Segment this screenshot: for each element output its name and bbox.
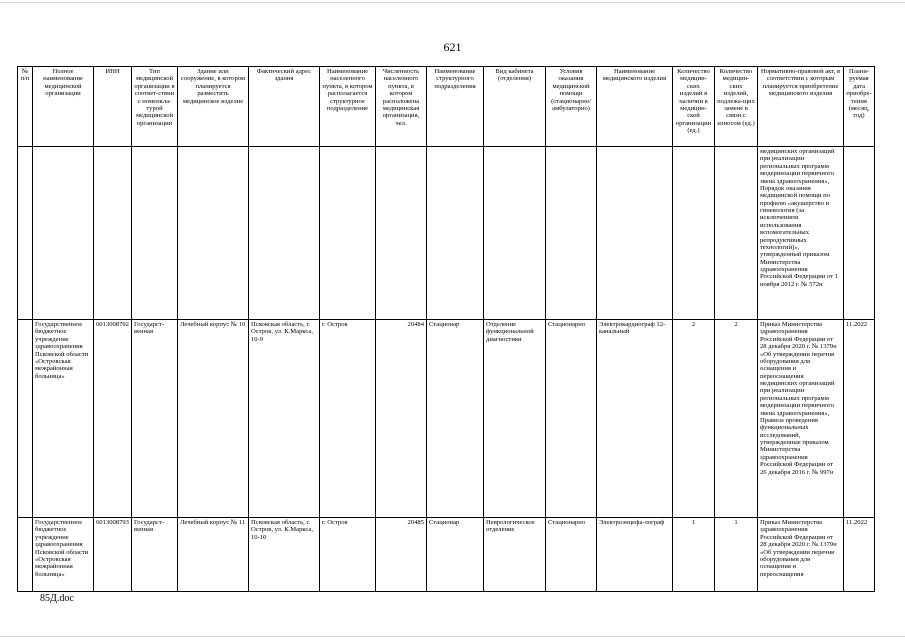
cell-population: 20484 — [376, 320, 427, 518]
cell-basis: Приказ Министерства здравоохранения Российской Федерации от 28 декабря 2020 г. № 1379н «Об утверждении перечня оборудования для оснащения и переоснащения — [758, 518, 844, 592]
cell-type — [132, 147, 178, 320]
cell-num — [18, 147, 33, 320]
footer-filename: 85Д.doc — [40, 593, 74, 604]
cell-num — [18, 320, 33, 518]
cell-conditions: Стационарно — [546, 320, 597, 518]
cell-locality — [320, 147, 376, 320]
cell-device: Электроэнцефа-лограф — [597, 518, 673, 592]
cell-basis: медицинских организаций при реализации региональных программ модернизации первичного звена здравоохранения», Порядок оказания медицинской помощи по профилю «акушерство и гинекология (за исключением использования вспомогательных репродуктивных технологий)», утвержденный приказом Министерства здравоохранения Российской Федерации от 1 ноября 2012 г. № 572н — [758, 147, 844, 320]
cell-conditions: Стационарно — [546, 518, 597, 592]
cell-address: Псковская область, г. Остров, ул. К.Маркса, 10-10 — [249, 518, 320, 592]
cell-basis: Приказ Министерства здравоохранения Российской Федерации от 28 декабря 2020 г. № 1379н «Об утверждении перечня оборудования для оснащения и переоснащения медицинских организаций при реализации региональных программ модернизации первичного звена здравоохранения», Правила проведения функциональных исследований, утвержденные приказом Министерства здравоохранения Российской Федерации от 26 декабря 2016 г. № 997н — [758, 320, 844, 518]
header-unit: Наименование структурного подразделения — [427, 67, 484, 147]
scan-edge-top — [0, 2, 905, 3]
header-org: Полное наименование медицинской организации — [33, 67, 94, 147]
cell-date — [844, 147, 875, 320]
cell-address — [249, 147, 320, 320]
cell-qty-have: 1 — [673, 518, 715, 592]
cell-org: Государственное бюджетное учреждение здравоохранения Псковской области «Островская межрайонная больница» — [33, 518, 94, 592]
scan-edge-bottom — [0, 636, 905, 637]
header-date: Плани-руемая дата приобре-тения (месяц, год) — [844, 67, 875, 147]
cell-unit: Стационар — [427, 320, 484, 518]
cell-qty-have: 2 — [673, 320, 715, 518]
cell-qty-have — [673, 147, 715, 320]
cell-device — [597, 147, 673, 320]
cell-inn: 6013008793 — [94, 518, 132, 592]
cell-population: 20485 — [376, 518, 427, 592]
header-building: Здание или сооружение, в котором планируется разместить медицинское изделие — [178, 67, 249, 147]
cell-type: Государст-венная — [132, 518, 178, 592]
cell-population — [376, 147, 427, 320]
table-row — [18, 518, 875, 592]
cell-type: Государст-венная — [132, 320, 178, 518]
cell-num — [18, 518, 33, 592]
cell-org — [33, 147, 94, 320]
cell-cabinet — [484, 147, 546, 320]
header-locality: Наименование населенного пункта, в котором располагается структурное подразделение — [320, 67, 376, 147]
equipment-table — [17, 66, 875, 592]
cell-org: Государственное бюджетное учреждение здравоохранения Псковской области «Островская межрайонная больница» — [33, 320, 94, 518]
cell-qty-replace: 2 — [715, 320, 758, 518]
cell-cabinet: Неврологическое отделение — [484, 518, 546, 592]
cell-inn: 6013008792 — [94, 320, 132, 518]
cell-unit: Стационар — [427, 518, 484, 592]
table-row — [18, 147, 875, 320]
cell-conditions — [546, 147, 597, 320]
cell-inn — [94, 147, 132, 320]
header-num: № п/п — [18, 67, 33, 147]
header-conditions: Условия оказания медицинской помощи (стационарно/ амбулаторно) — [546, 67, 597, 147]
header-device: Наименование медицинского изделия — [597, 67, 673, 147]
cell-building: Лечебный корпус № 10 — [178, 320, 249, 518]
cell-unit — [427, 147, 484, 320]
cell-building: Лечебный корпус № 11 — [178, 518, 249, 592]
cell-date: 11.2022 — [844, 518, 875, 592]
page-number: 621 — [443, 40, 462, 54]
cell-date: 11.2022 — [844, 320, 875, 518]
cell-device: Электрокардиограф 12-канальный — [597, 320, 673, 518]
cell-qty-replace: 1 — [715, 518, 758, 592]
cell-address: Псковская область, г. Остров, ул. К.Маркса, 10-9 — [249, 320, 320, 518]
header-population: Численность населенного пункта, в котором расположена медицинская организация, чел. — [376, 67, 427, 147]
header-type: Тип медицинской организации в соответ-ствии с номенкла-турой медицинской организации — [132, 67, 178, 147]
cell-cabinet: Отделение функциональной диагностики — [484, 320, 546, 518]
cell-locality: г. Остров — [320, 518, 376, 592]
header-inn: ИНН — [94, 67, 132, 147]
header-address: Фактический адрес здания — [249, 67, 320, 147]
cell-qty-replace — [715, 147, 758, 320]
header-basis: Нормативно-правовой акт, в соответствии с которым планируется приобретение медицинского изделия — [758, 67, 844, 147]
header-qty-replace: Количество медицин-ских изделий, подлежа-щих замене в связи с износом (ед.) — [715, 67, 758, 147]
cell-locality: г. Остров — [320, 320, 376, 518]
table-row — [18, 320, 875, 518]
table-header-row — [18, 67, 875, 147]
cell-building — [178, 147, 249, 320]
header-cabinet: Вид кабинета (отделения) — [484, 67, 546, 147]
header-qty-have: Количество медицин-ских изделий в наличии в медицин-ской организации (ед.) — [673, 67, 715, 147]
